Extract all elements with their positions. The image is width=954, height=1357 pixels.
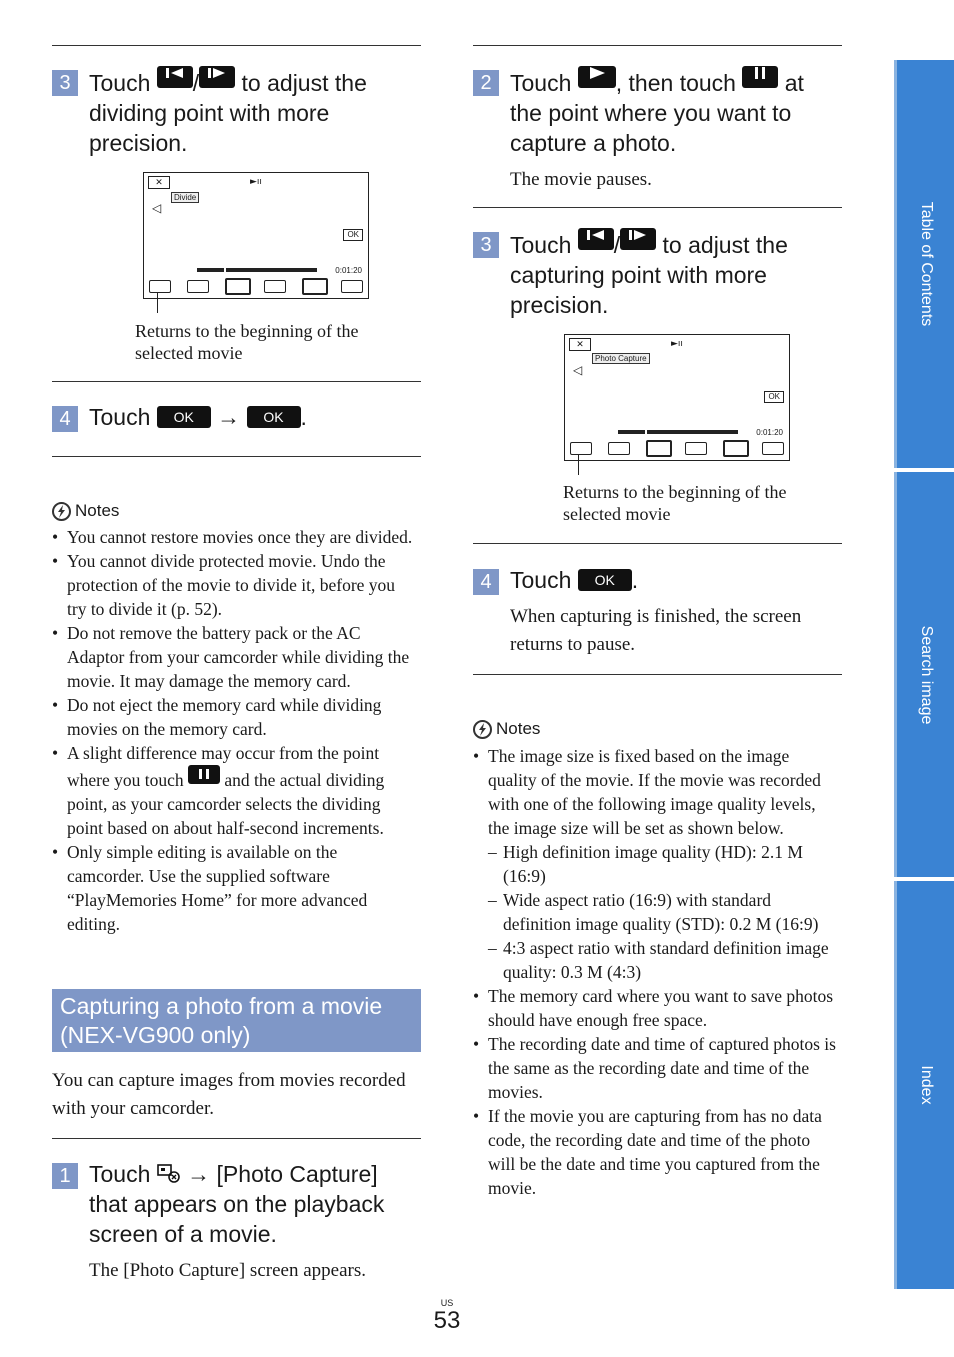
- notes-heading: [52, 501, 119, 521]
- play-pause-icon: ►ıı: [671, 339, 683, 349]
- caution-icon: [52, 502, 71, 521]
- frame-back-icon: [646, 440, 672, 457]
- step-number: 1: [52, 1163, 78, 1189]
- list-item: • You cannot restore movies once they are divided.: [52, 525, 414, 549]
- step-text: to adjust the dividing point with more precision.: [89, 70, 367, 156]
- region-code: US: [440, 1298, 454, 1308]
- list-subitem: – Wide aspect ratio (16:9) with standard definition image quality (STD): 0.2 M (16:9): [473, 888, 841, 936]
- divider: [473, 45, 842, 46]
- divider: [52, 45, 421, 46]
- step-result: The [Photo Capture] screen appears.: [89, 1260, 366, 1281]
- period: .: [300, 404, 307, 430]
- rewind-icon: [608, 442, 630, 455]
- frame-forward-icon: [723, 440, 749, 457]
- fast-forward-icon: [341, 280, 363, 293]
- notes-heading-text: Notes: [496, 719, 541, 738]
- left-step-1: [52, 1159, 421, 1285]
- divider: [52, 1138, 421, 1139]
- notes-heading: [473, 719, 540, 739]
- progress-bar: [197, 268, 317, 272]
- left-step-3: [52, 66, 421, 158]
- step-text: to adjust the capturing point with more precision.: [510, 232, 788, 318]
- divider: [473, 543, 842, 544]
- ok-button: OK: [343, 229, 363, 241]
- notes-heading-text: Notes: [75, 501, 120, 520]
- close-icon: ✕: [569, 338, 591, 351]
- frame-back-icon: [585, 228, 607, 242]
- step-number: 3: [52, 70, 78, 96]
- tab-table-of-contents[interactable]: [894, 60, 954, 468]
- frame-back-button[interactable]: [157, 66, 193, 88]
- speaker-icon: ◁: [152, 201, 162, 215]
- step-text: at the point where you want to capture a photo.: [510, 70, 804, 156]
- step-text: Touch: [89, 404, 151, 430]
- play-pause-icon: ►ıı: [250, 177, 262, 187]
- progress-marker: [224, 266, 226, 274]
- frame-forward-button[interactable]: [199, 66, 235, 88]
- period: .: [631, 567, 639, 593]
- left-step-4: [52, 402, 421, 432]
- step-number: 2: [473, 70, 499, 96]
- notes-list: [52, 525, 414, 936]
- divide-screen-illustration: [143, 172, 369, 299]
- list-item: • Do not remove the battery pack or the AC Adaptor from your camcorder while dividing the movie. It may damage the memory card.: [52, 621, 414, 693]
- step-text: , then touch: [615, 70, 736, 96]
- list-item: • The memory card where you want to save photos should have enough free space.: [473, 984, 841, 1032]
- pause-button: [188, 765, 220, 784]
- callout-text: Returns to the beginning of the selected movie: [135, 321, 359, 363]
- time-counter: 0:01:20: [335, 266, 362, 275]
- rewind-to-start-icon: [149, 280, 171, 293]
- pause-button[interactable]: [742, 66, 778, 88]
- progress-marker: [645, 428, 647, 436]
- section-title: Capturing a photo from a movie (NEX-VG900 only): [52, 989, 421, 1052]
- photo-capture-icon: [157, 1162, 181, 1184]
- tab-index[interactable]: [894, 881, 954, 1289]
- caution-icon: [473, 720, 492, 739]
- list-subitem: – High definition image quality (HD): 2.1 M (16:9): [473, 840, 841, 888]
- step-number: 4: [473, 569, 499, 595]
- slash: /: [192, 70, 200, 96]
- frame-forward-icon: [302, 278, 328, 295]
- ok-button[interactable]: OK: [247, 406, 301, 428]
- fast-forward-icon: [762, 442, 784, 455]
- frame-back-button[interactable]: [578, 228, 614, 250]
- callout-line: [578, 455, 579, 475]
- play-icon: [264, 280, 286, 293]
- frame-forward-icon: [627, 228, 649, 242]
- list-item: • If the movie you are capturing from has no data code, the recording date and time of the photo will be the date and time you captured from the movie.: [473, 1104, 841, 1200]
- list-item: • The recording date and time of captured photos is the same as the recording date and time of the movies.: [473, 1032, 841, 1104]
- step-result: When capturing is finished, the screen returns to pause.: [510, 606, 802, 655]
- progress-bar: [618, 430, 738, 434]
- intro-text: You can capture images from movies recorded with your camcorder.: [52, 1070, 406, 1119]
- rewind-to-start-icon: [570, 442, 592, 455]
- list-item: [52, 741, 414, 840]
- step-text: Touch: [510, 567, 572, 593]
- step-number: 3: [473, 232, 499, 258]
- callout-text: Returns to the beginning of the selected movie: [563, 482, 787, 524]
- notes-list: [473, 744, 841, 1200]
- list-item: • You cannot divide protected movie. Undo the protection of the movie to divide it, before you try to divide it (p. 52).: [52, 549, 414, 621]
- rewind-icon: [187, 280, 209, 293]
- step-number: 4: [52, 406, 78, 432]
- page-number: 53: [433, 1307, 461, 1334]
- list-subitem: – 4:3 aspect ratio with standard definition image quality: 0.3 M (4:3): [473, 936, 841, 984]
- divider: [52, 456, 421, 457]
- step-text: Touch: [89, 70, 151, 96]
- ok-button: OK: [764, 391, 784, 403]
- divide-label: Divide: [171, 192, 199, 203]
- step-text: Touch: [89, 1161, 151, 1187]
- list-item-text: A slight difference may occur from the point where you touch: [67, 743, 380, 790]
- ok-button[interactable]: OK: [578, 569, 632, 591]
- list-item: • Only simple editing is available on the camcorder. Use the supplied software “PlayMemories Home” for more advanced editing.: [52, 840, 414, 936]
- pause-icon: [197, 768, 211, 780]
- play-icon: [685, 442, 707, 455]
- tab-search-image[interactable]: [894, 472, 954, 877]
- tab-label: Table of Contents: [917, 201, 935, 327]
- callout-line: [157, 293, 158, 313]
- list-item-text: and the actual dividing point, as your camcorder selects the dividing point based on about half-second increments.: [67, 770, 385, 838]
- pause-icon: [749, 66, 771, 80]
- play-button[interactable]: [578, 66, 616, 88]
- step-result: The movie pauses.: [510, 169, 652, 190]
- slash: /: [613, 232, 621, 258]
- step-text: Touch: [510, 70, 572, 96]
- right-step-3: [473, 228, 842, 320]
- arrow-icon: →: [217, 404, 241, 430]
- step-text: Touch: [510, 232, 572, 258]
- time-counter: 0:01:20: [756, 428, 783, 437]
- frame-back-icon: [164, 66, 186, 80]
- speaker-icon: ◁: [573, 363, 583, 377]
- frame-forward-icon: [206, 66, 228, 80]
- ok-button[interactable]: OK: [157, 406, 211, 428]
- right-step-2: [473, 66, 842, 194]
- frame-forward-button[interactable]: [620, 228, 656, 250]
- photo-capture-label: Photo Capture: [592, 353, 650, 364]
- step-text: [Photo Capture] that appears on the playback screen of a movie.: [89, 1161, 385, 1247]
- tab-label: Search image: [917, 625, 935, 724]
- tab-label: Index: [917, 1065, 935, 1105]
- list-item: • The image size is fixed based on the image quality of the movie. If the movie was recorded with one of the following image quality levels, the image size will be set as shown below.: [473, 744, 841, 840]
- arrow-icon: →: [187, 1161, 211, 1187]
- photo-capture-screen-illustration: [564, 334, 790, 461]
- list-item: • Do not eject the memory card while dividing movies on the memory card.: [52, 693, 414, 741]
- divider: [473, 207, 842, 208]
- right-step-4: [473, 565, 842, 659]
- divider: [52, 381, 421, 382]
- divider: [473, 674, 842, 675]
- frame-back-icon: [225, 278, 251, 295]
- play-icon: [586, 66, 608, 80]
- close-icon: ✕: [148, 176, 170, 189]
